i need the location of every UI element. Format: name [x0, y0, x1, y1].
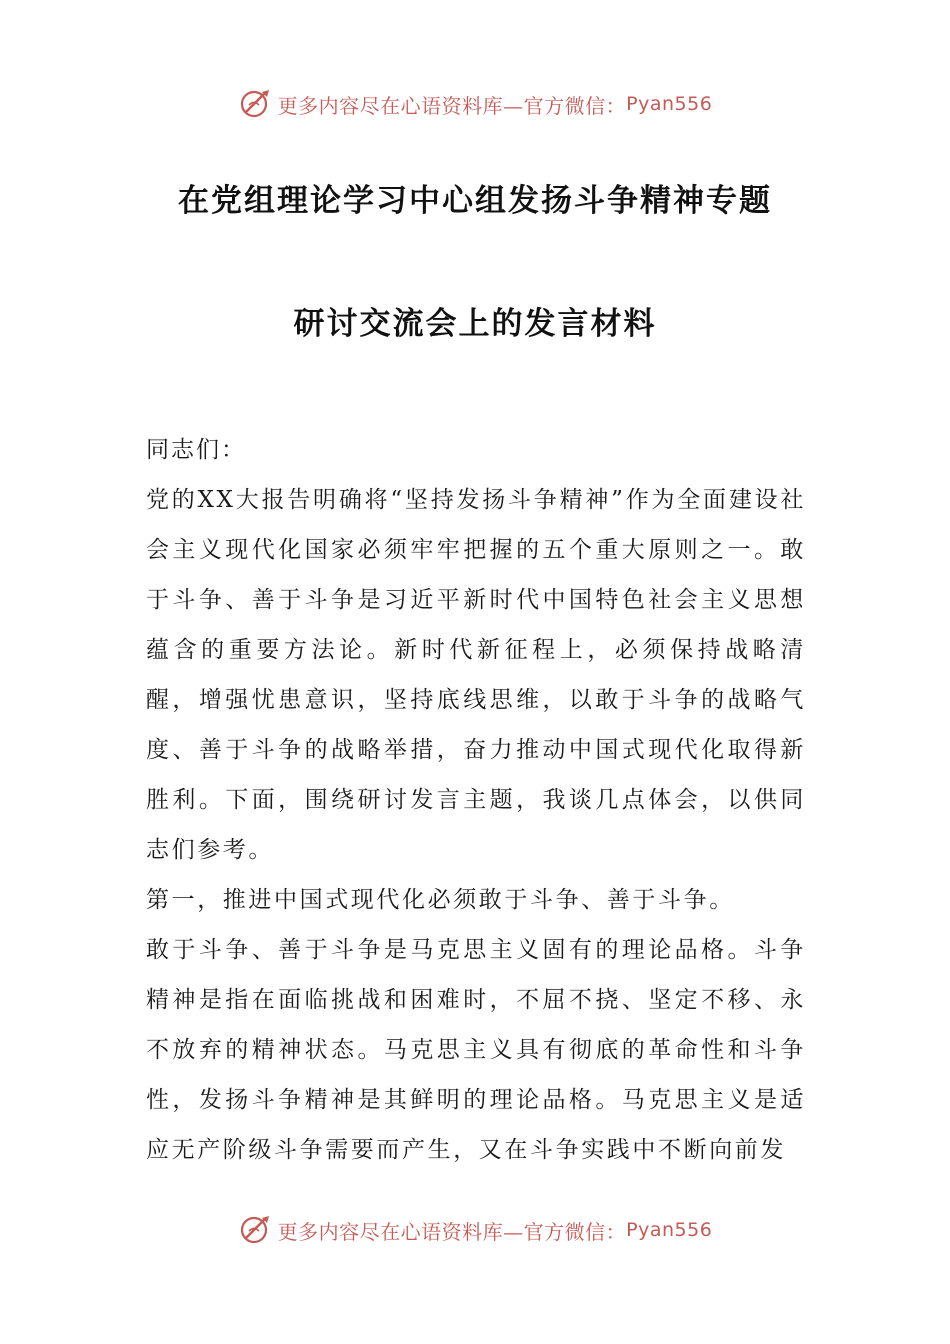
- watermark-text: 更多内容尽在心语资料库—官方微信：: [277, 1219, 627, 1244]
- pen-logo-icon: [238, 86, 274, 122]
- watermark-text: 更多内容尽在心语资料库—官方微信：: [277, 93, 627, 118]
- watermark-wechat-id: Pyan556: [626, 1219, 713, 1241]
- paragraph-intro: 党的XX大报告明确将“坚持发扬斗争精神”作为全面建设社会主义现代化国家必须牢牢把握的五个重大原则之一。敢于斗争、善于斗争是习近平新时代中国特色社会主义思想蕴含的重要方法论。新时代新征程上，必须保持战略清醒，增强忧患意识，坚持底线思维，以敢于斗争的战略气度、善于斗争的战略举措，奋力推动中国式现代化取得新胜利。下面，围绕研讨发言主题，我谈几点体会，以供同志们参考。: [146, 487, 806, 863]
- greeting: 同志们：: [146, 437, 246, 463]
- pen-logo-icon: [238, 1212, 274, 1248]
- document-body: [146, 425, 806, 1175]
- document-title-line-1: 在党组理论学习中心组发扬斗争精神专题: [178, 183, 772, 219]
- document-title-line-2: 研讨交流会上的发言材料: [293, 306, 657, 342]
- watermark-footer: [0, 1210, 950, 1250]
- paragraph-section-1: 敢于斗争、善于斗争是马克思主义固有的理论品格。斗争精神是指在面临挑战和困难时，不屈不挠、坚定不移、永不放弃的精神状态。马克思主义具有彻底的革命性和斗争性，发扬斗争精神是其鲜明的理论品格。马克思主义是适应无产阶级斗争需要而产生，又在斗争实践中不断向前发: [146, 937, 806, 1163]
- watermark-wechat-id: Pyan556: [626, 93, 713, 115]
- watermark-header: [0, 84, 950, 124]
- section-heading-1: 第一，推进中国式现代化必须敢于斗争、善于斗争。: [146, 887, 735, 913]
